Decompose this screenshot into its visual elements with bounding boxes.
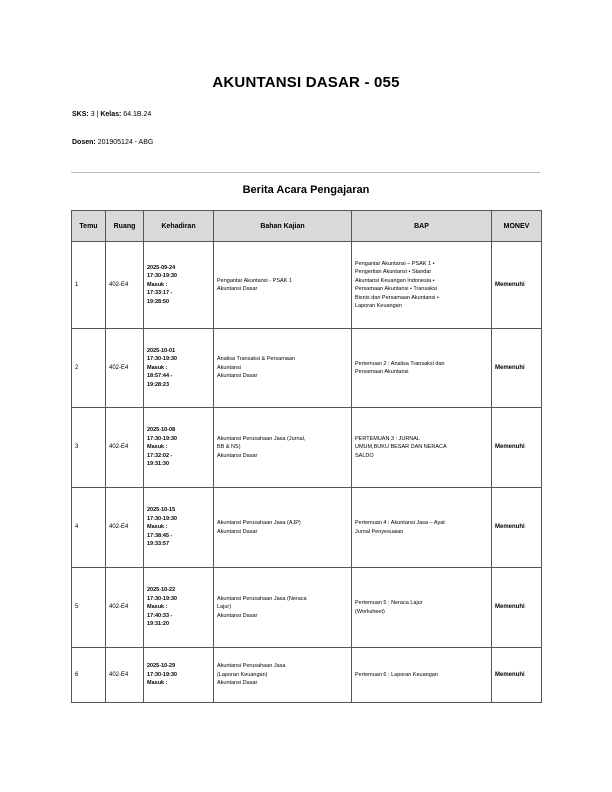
bahan-kajian-line: Akuntansi Perusahaan Jasa (Neraca (217, 595, 307, 602)
cell-bahan-kajian (214, 242, 352, 329)
dosen-label: Dosen: (72, 139, 96, 146)
cell-bap (352, 242, 492, 329)
table-row (72, 568, 542, 648)
header-kehadiran: Kehadiran (144, 211, 214, 242)
kehadiran-line: Masuk : (147, 604, 168, 611)
kehadiran-line: 19:28:50 (147, 298, 170, 305)
kehadiran-line: 17:30-19:30 (147, 435, 177, 442)
cell-kehadiran (144, 242, 214, 329)
cell-bahan-kajian (214, 488, 352, 568)
table-row (72, 408, 542, 488)
cell-kehadiran (144, 408, 214, 488)
document-title: AKUNTANSI DASAR - 055 (212, 74, 400, 91)
kehadiran-line: 17:30-19:30 (147, 671, 177, 678)
cell-bap (352, 488, 492, 568)
bap-line: Laporan Keuangan (355, 303, 402, 309)
kehadiran-line: 19:31:30 (147, 461, 170, 468)
bap-line: UMUM,BUKU BESAR DAN NERACA (355, 444, 447, 451)
kehadiran-line: 17:30-19:30 (147, 515, 177, 522)
kehadiran-line: 19:33:57 (147, 541, 170, 548)
kelas-label: Kelas: (100, 111, 122, 118)
header-ruang: Ruang (106, 211, 144, 242)
table-row (72, 488, 542, 568)
cell-ruang: 402-E4 (106, 242, 144, 329)
kehadiran-line: 17:30-19:30 (147, 595, 177, 602)
header-monev: MONEV (492, 211, 542, 242)
kehadiran-line: 19:28:23 (147, 381, 170, 388)
bahan-kajian-line: BB & NS) (217, 444, 241, 451)
section-title: Berita Acara Pengajaran (242, 184, 370, 196)
cell-temu: 3 (72, 408, 106, 488)
bahan-kajian-line: Akuntansi Dasar (217, 528, 258, 535)
cell-bap (352, 648, 492, 703)
cell-bahan-kajian (214, 329, 352, 408)
cell-kehadiran (144, 488, 214, 568)
bap-line: Pertemuan 2 : Analisa Transaksi dan (355, 360, 445, 367)
bahan-kajian-line: Pengantar Akuntansi - PSAK 1 (217, 277, 292, 284)
bap-line: Akuntansi Keuangan Indonesia • (355, 277, 435, 284)
kehadiran-line: 19:31:20 (147, 621, 170, 628)
bap-line: (Worksheet) (355, 608, 385, 615)
bap-line: Persamaan Akuntansi (355, 369, 409, 375)
bahan-kajian-line: Analisa Transaksi & Persamaan (217, 356, 295, 363)
cell-bahan-kajian (214, 648, 352, 703)
sks-value: 3 (90, 111, 95, 118)
cell-ruang: 402-E4 (106, 329, 144, 408)
header-bap: BAP (352, 211, 492, 242)
header-bahan-kajian: Bahan Kajian (214, 211, 352, 242)
bahan-kajian-line: Akuntansi Dasar (217, 286, 258, 292)
kelas-value: 64.1B.24 (123, 111, 152, 118)
kehadiran-line: Masuk : (147, 524, 168, 531)
kehadiran-line: 17:32:02 - (147, 452, 173, 459)
kehadiran-line: 17:40:33 - (147, 612, 173, 619)
cell-monev: Memenuhi (492, 408, 542, 488)
bahan-kajian-line: Akuntansi Perusahaan Jasa (AJP) (217, 520, 301, 526)
cell-temu: 4 (72, 488, 106, 568)
cell-bap (352, 329, 492, 408)
kehadiran-line: 17:33:17 - (147, 290, 173, 297)
table-row (72, 648, 542, 703)
bap-line: Pertemuan 4 : Akuntansi Jasa – Ayat (355, 520, 445, 526)
bap-line: Persamaan Akuntansi • Transaksi (355, 286, 438, 292)
cell-bap (352, 568, 492, 648)
cell-ruang: 402-E4 (106, 568, 144, 648)
course-meta (72, 111, 151, 118)
kehadiran-line: 18:57:44 - (147, 373, 173, 380)
bahan-kajian-line: Akuntansi Dasar (217, 612, 258, 619)
kehadiran-line: 17:30-19:30 (147, 356, 177, 363)
table-row (72, 329, 542, 408)
cell-monev: Memenuhi (492, 568, 542, 648)
divider (71, 172, 540, 173)
bap-line: Bisnis dan Persamaan Akuntansi • (355, 294, 439, 301)
kehadiran-line: Masuk : (147, 444, 168, 451)
bap-line: Pengertian Akuntansi • Standar (355, 269, 432, 275)
sks-label: SKS: (72, 111, 89, 118)
cell-monev: Memenuhi (492, 648, 542, 703)
cell-ruang: 402-E4 (106, 648, 144, 703)
cell-bahan-kajian (214, 568, 352, 648)
cell-monev: Memenuhi (492, 488, 542, 568)
header-temu: Temu (72, 211, 106, 242)
kehadiran-line: 2025-10-01 (147, 347, 176, 354)
bap-line: Pengantar Akuntansi – PSAK 1 • (355, 260, 435, 267)
bap-line: Pertemuan 6 : Laporan Keuangan (355, 671, 438, 678)
cell-monev: Memenuhi (492, 242, 542, 329)
kehadiran-line: 2025-10-08 (147, 427, 176, 434)
bahan-kajian-line: Akuntansi Dasar (217, 373, 258, 380)
table-row (72, 242, 542, 329)
lecturer-meta (72, 139, 153, 146)
bap-line: PERTEMUAN 3 : JURNAL (355, 435, 420, 442)
meta-separator: | (96, 111, 99, 118)
bahan-kajian-line: Akuntansi (217, 364, 242, 371)
bahan-kajian-line: (Laporan Keuangan) (217, 671, 268, 678)
bahan-kajian-line: Akuntansi Dasar (217, 680, 258, 687)
bahan-kajian-line: Akuntansi Perusahaan Jasa (217, 663, 286, 670)
cell-bap (352, 408, 492, 488)
bap-line: Jurnal Penyesuaian (355, 528, 404, 535)
bap-line: Pertemuan 5 : Neraca Lajur (355, 600, 423, 606)
kehadiran-line: 17:30-19:30 (147, 273, 177, 280)
kehadiran-line: 2025-09-24 (147, 264, 176, 271)
cell-temu: 5 (72, 568, 106, 648)
kehadiran-line: Masuk : (147, 364, 168, 371)
dosen-value: 201905124 - ABG (97, 139, 154, 146)
cell-temu: 1 (72, 242, 106, 329)
cell-ruang: 402-E4 (106, 408, 144, 488)
kehadiran-line: 2025-10-29 (147, 663, 176, 670)
kehadiran-line: Masuk : (147, 680, 168, 687)
bap-table (71, 210, 542, 703)
cell-temu: 6 (72, 648, 106, 703)
cell-ruang: 402-E4 (106, 488, 144, 568)
bap-line: SALDO (355, 452, 374, 459)
bahan-kajian-line: Lajur) (217, 604, 232, 611)
cell-kehadiran (144, 329, 214, 408)
kehadiran-line: 2025-10-22 (147, 587, 176, 594)
cell-bahan-kajian (214, 408, 352, 488)
cell-kehadiran (144, 568, 214, 648)
kehadiran-line: Masuk : (147, 281, 168, 288)
table-header-row (72, 211, 542, 242)
kehadiran-line: 17:38:45 - (147, 532, 173, 539)
bahan-kajian-line: Akuntansi Dasar (217, 452, 258, 459)
cell-monev: Memenuhi (492, 329, 542, 408)
bahan-kajian-line: Akuntansi Perusahaan Jasa (Jurnal, (217, 435, 306, 442)
cell-temu: 2 (72, 329, 106, 408)
kehadiran-line: 2025-10-15 (147, 507, 176, 514)
cell-kehadiran (144, 648, 214, 703)
